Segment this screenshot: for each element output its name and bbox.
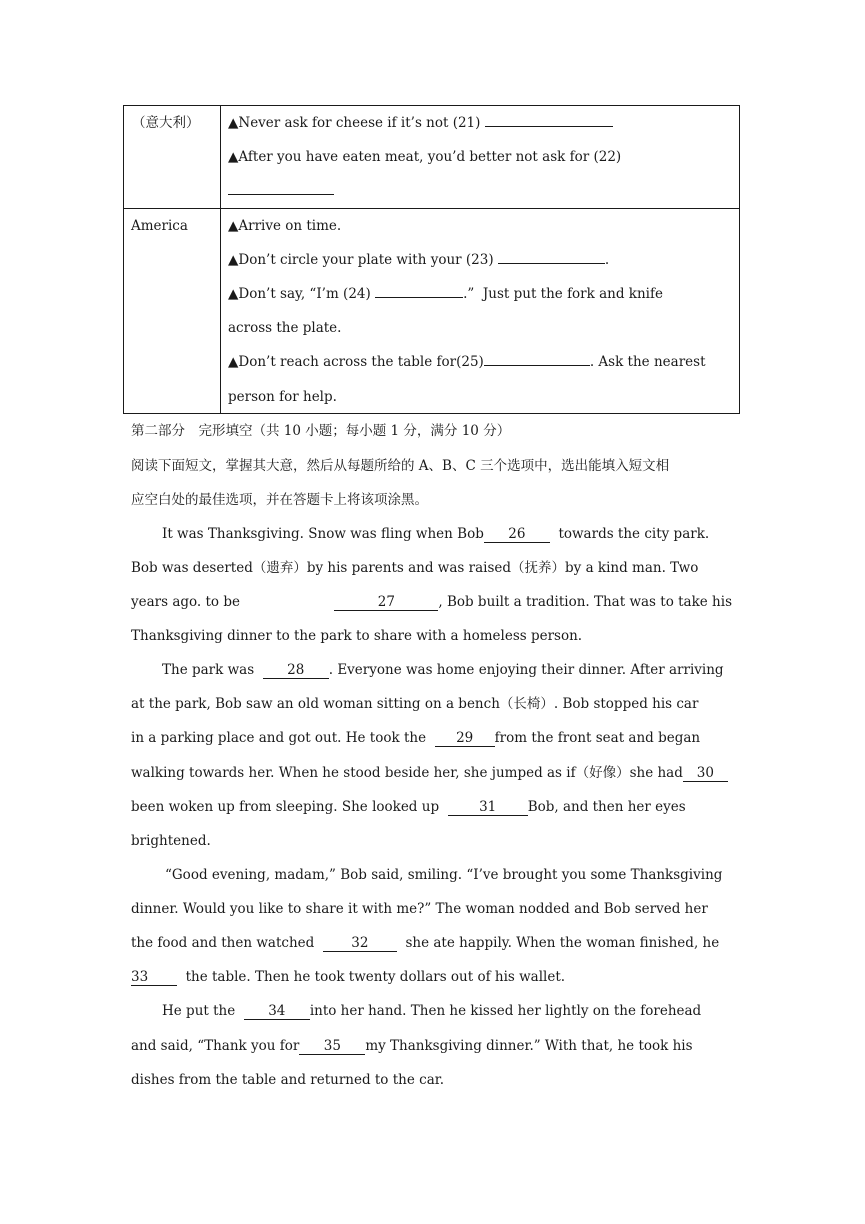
instruction-line-2: 应空白处的最佳选项，并在答题卡上将该项涂黑。 (131, 492, 428, 508)
blank-33[interactable]: 33 (131, 970, 177, 986)
instruction-line-1: 阅读下面短文，掌握其大意，然后从每题所给的 A、B、C 三个选项中，选出能填入短文相 (131, 458, 670, 474)
blank-34[interactable]: 34 (244, 1004, 310, 1020)
table-country-america: America (131, 218, 188, 234)
rule-24: ▲Don’t say, “I’m (24) .” Just put the fork and knife (228, 286, 663, 302)
passage-line-16: and said, “Thank you for 35 my Thanksgiving dinner.” With that, he took his (131, 1038, 693, 1054)
answer-line-21 (485, 114, 613, 127)
rule-24-cont: across the plate. (228, 320, 342, 336)
answer-line-25 (484, 353, 590, 366)
rule-23: ▲Don’t circle your plate with your (23) . (228, 252, 610, 268)
rule-25-cont: person for help. (228, 389, 337, 405)
passage-line-3: years ago. to be 27 , Bob built a tradition. That was to take his (131, 594, 732, 610)
rule-25: ▲Don’t reach across the table for(25) . Ask the nearest (228, 354, 706, 370)
rule-arrive: ▲Arrive on time. (228, 218, 342, 234)
passage-line-14: 33 the table. Then he took twenty dollars out of his wallet. (131, 969, 566, 985)
section-title: 第二部分 完形填空（共 10 小题；每小题 1 分，满分 10 分） (131, 423, 511, 439)
passage-line-12: dinner. Would you like to share it with me?” The woman nodded and Bob served her (131, 901, 708, 917)
passage-line-7: in a parking place and got out. He took the 29 from the front seat and began (131, 730, 701, 746)
rule-21: ▲Never ask for cheese if it’s not (21) (228, 114, 613, 132)
table-column-divider (220, 105, 221, 414)
blank-28[interactable]: 28 (263, 663, 329, 679)
blank-29[interactable]: 29 (435, 731, 495, 747)
blank-35[interactable]: 35 (299, 1039, 365, 1055)
table-row-divider (123, 208, 740, 209)
passage-line-17: dishes from the table and returned to the car. (131, 1072, 444, 1088)
passage-line-8: walking towards her. When he stood beside her, she jumped as if（好像）she had 30 (131, 764, 728, 782)
blank-27[interactable]: 27 (334, 595, 438, 611)
answer-line-22-wrap (228, 182, 334, 200)
passage-line-1: It was Thanksgiving. Snow was fling when Bob 26 towards the city park. (162, 526, 710, 542)
blank-26[interactable]: 26 (484, 527, 550, 543)
passage-line-11: “Good evening, madam,” Bob said, smiling. “I’ve brought you some Thanksgiving (165, 867, 723, 883)
passage-line-9: been woken up from sleeping. She looked up 31 Bob, and then her eyes (131, 799, 686, 815)
passage-line-15: He put the 34 into her hand. Then he kissed her lightly on the forehead (162, 1003, 702, 1019)
blank-32[interactable]: 32 (323, 936, 397, 952)
table-country-italy: （意大利） (132, 115, 200, 131)
blank-30[interactable]: 30 (683, 766, 728, 782)
passage-line-5: The park was 28 . Everyone was home enjoying their dinner. After arriving (162, 662, 724, 678)
passage-line-4: Thanksgiving dinner to the park to share with a homeless person. (131, 628, 583, 644)
answer-line-22 (228, 182, 334, 195)
answer-line-24 (375, 285, 463, 298)
blank-31[interactable]: 31 (448, 800, 528, 816)
passage-line-2: Bob was deserted（遗弃）by his parents and was raised（抚养）by a kind man. Two (131, 560, 699, 576)
passage-line-6: at the park, Bob saw an old woman sitting on a bench（长椅）. Bob stopped his car (131, 696, 699, 712)
passage-line-13: the food and then watched 32 she ate happily. When the woman finished, he (131, 935, 720, 951)
passage-line-10: brightened. (131, 833, 211, 849)
answer-line-23 (498, 251, 605, 264)
rule-22: ▲After you have eaten meat, you’d better not ask for (22) (228, 149, 622, 165)
